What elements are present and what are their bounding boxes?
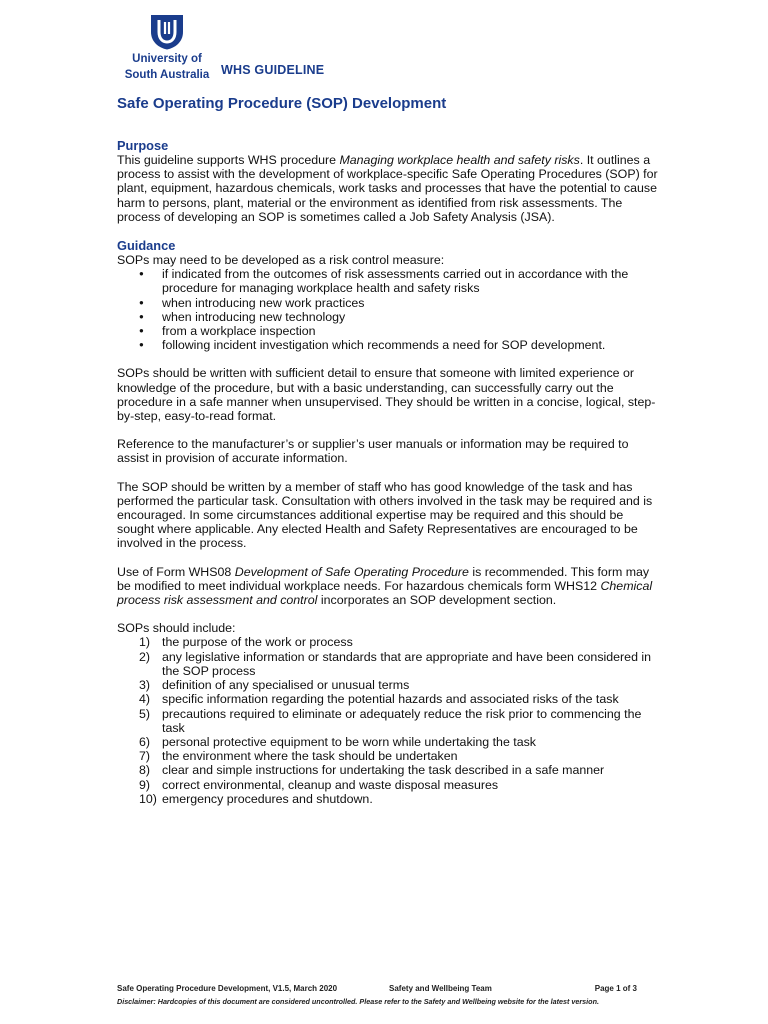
list-item: ● when introducing new work practices — [117, 296, 662, 310]
list-item — [117, 678, 662, 692]
item-number: 5) — [139, 706, 151, 721]
item-number: 6) — [139, 734, 151, 749]
item-number: 7) — [139, 749, 151, 764]
list-item — [117, 635, 662, 649]
item-text: the purpose of the work or process — [162, 635, 353, 650]
list-item — [117, 792, 662, 806]
list-item — [117, 749, 662, 763]
guidance-heading: Guidance — [117, 238, 176, 254]
purpose-paragraph — [117, 153, 662, 224]
list-item — [117, 707, 662, 735]
item-number: 8) — [139, 763, 151, 778]
item-number: 3) — [139, 678, 151, 693]
list-item — [117, 778, 662, 792]
document-body — [117, 138, 662, 806]
list-item — [117, 763, 662, 777]
guidance-paragraph-forms — [117, 565, 662, 608]
list-item — [117, 735, 662, 749]
forms-text-2: is recommended. This form may be modified to meet individual workplace needs. For hazardous chemicals form WHS12 — [117, 564, 650, 593]
guidance-paragraph-manuals: Reference to the manufacturer’s or supplier’s user manuals or information may be required to assist in provision of accurate information. — [117, 437, 629, 466]
unisa-shield-icon — [150, 14, 184, 50]
purpose-heading: Purpose — [117, 138, 169, 153]
item-number: 4) — [139, 692, 151, 707]
list-item: ● when introducing new technology — [117, 310, 662, 324]
list-item: ● if indicated from the outcomes of risk assessments carried out in accordance with the procedure for managing workplace health and safety risks — [117, 267, 662, 295]
list-item: ● from a workplace inspection — [117, 324, 662, 338]
page-title: Safe Operating Procedure (SOP) Development — [117, 95, 447, 112]
item-text: correct environmental, cleanup and waste disposal measures — [162, 777, 499, 792]
purpose-text-rest: . It outlines a process to assist with the development of workplace-specific Safe Operating Procedures (SOP) for plant, equipment, hazardous chemicals, work tasks and processes that have the potential to cause harm to persons, plant, material or the environment as identified from risk assessments. The process of developing an SOP is sometimes called a Job Safety Analysis (JSA). — [117, 153, 658, 224]
item-text: emergency procedures and shutdown. — [162, 791, 373, 806]
purpose-text-start: This guideline supports WHS procedure — [117, 153, 340, 167]
guidance-intro: SOPs may need to be developed as a risk control measure: — [117, 253, 445, 268]
guidance-paragraph-author: The SOP should be written by a member of staff who has good knowledge of the task and has performed the particular task. Consultation with others involved in the task may be required and is encouraged. In some circumstances additional expertise may be required and this should be sought where applicable. Any elected Health and Safety Representatives are encouraged to be involved in the process. — [117, 479, 653, 551]
footer-page-number: Page 1 of 3 — [594, 984, 637, 993]
list-item — [117, 650, 662, 678]
item-text: any legislative information or standards that are appropriate and have been considered in the SOP process — [162, 649, 652, 678]
form-whs08-title: Development of Safe Operating Procedure — [234, 564, 469, 579]
item-text: the environment where the task should be undertaken — [162, 749, 458, 764]
item-text: personal protective equipment to be worn while undertaking the task — [162, 734, 537, 749]
form-whs12-title: Chemical process risk assessment and control — [117, 578, 653, 608]
item-text: clear and simple instructions for undertaking the task described in a safe manner — [162, 763, 605, 778]
whs-guideline-label: WHS GUIDELINE — [221, 63, 325, 77]
item-number: 2) — [139, 649, 151, 664]
list-item: ● following incident investigation which recommends a need for SOP development. — [117, 338, 662, 352]
list-item — [117, 692, 662, 706]
forms-text-1: Use of Form WHS08 — [117, 564, 235, 579]
forms-text-3: incorporates an SOP development section. — [317, 593, 557, 608]
university-name-line2: South Australia — [124, 69, 210, 81]
university-logo — [122, 14, 212, 82]
page-footer — [117, 982, 637, 1008]
item-text: definition of any specialised or unusual terms — [162, 678, 410, 693]
item-text: specific information regarding the potential hazards and associated risks of the task — [162, 692, 619, 707]
sop-contents-list — [117, 635, 662, 805]
footer-disclaimer: Disclaimer: Hardcopies of this document are considered uncontrolled. Please refer to the Safety and Wellbeing website for the latest version. — [117, 997, 599, 1006]
include-intro: SOPs should include: — [117, 621, 236, 636]
university-name-line1: University of — [132, 53, 202, 65]
item-text: precautions required to eliminate or adequately reduce the risk prior to commencing the task — [162, 706, 642, 735]
guidance-paragraph-detail: SOPs should be written with sufficient detail to ensure that someone with limited experience or knowledge of the procedure, but with a basic understanding, can successfully carry out the procedure in a safe manner when unsupervised. They should be written in a concise, logical, step-by-step, easy-to-read format. — [117, 366, 656, 424]
risk-control-list — [117, 267, 662, 352]
procedure-name: Managing workplace health and safety risks — [339, 153, 580, 167]
item-number: 9) — [139, 777, 151, 792]
footer-doc-ref: Safe Operating Procedure Development, V1.5, March 2020 — [117, 984, 338, 993]
item-number: 10) — [139, 791, 157, 806]
footer-team: Safety and Wellbeing Team — [389, 984, 492, 993]
item-number: 1) — [139, 635, 151, 650]
